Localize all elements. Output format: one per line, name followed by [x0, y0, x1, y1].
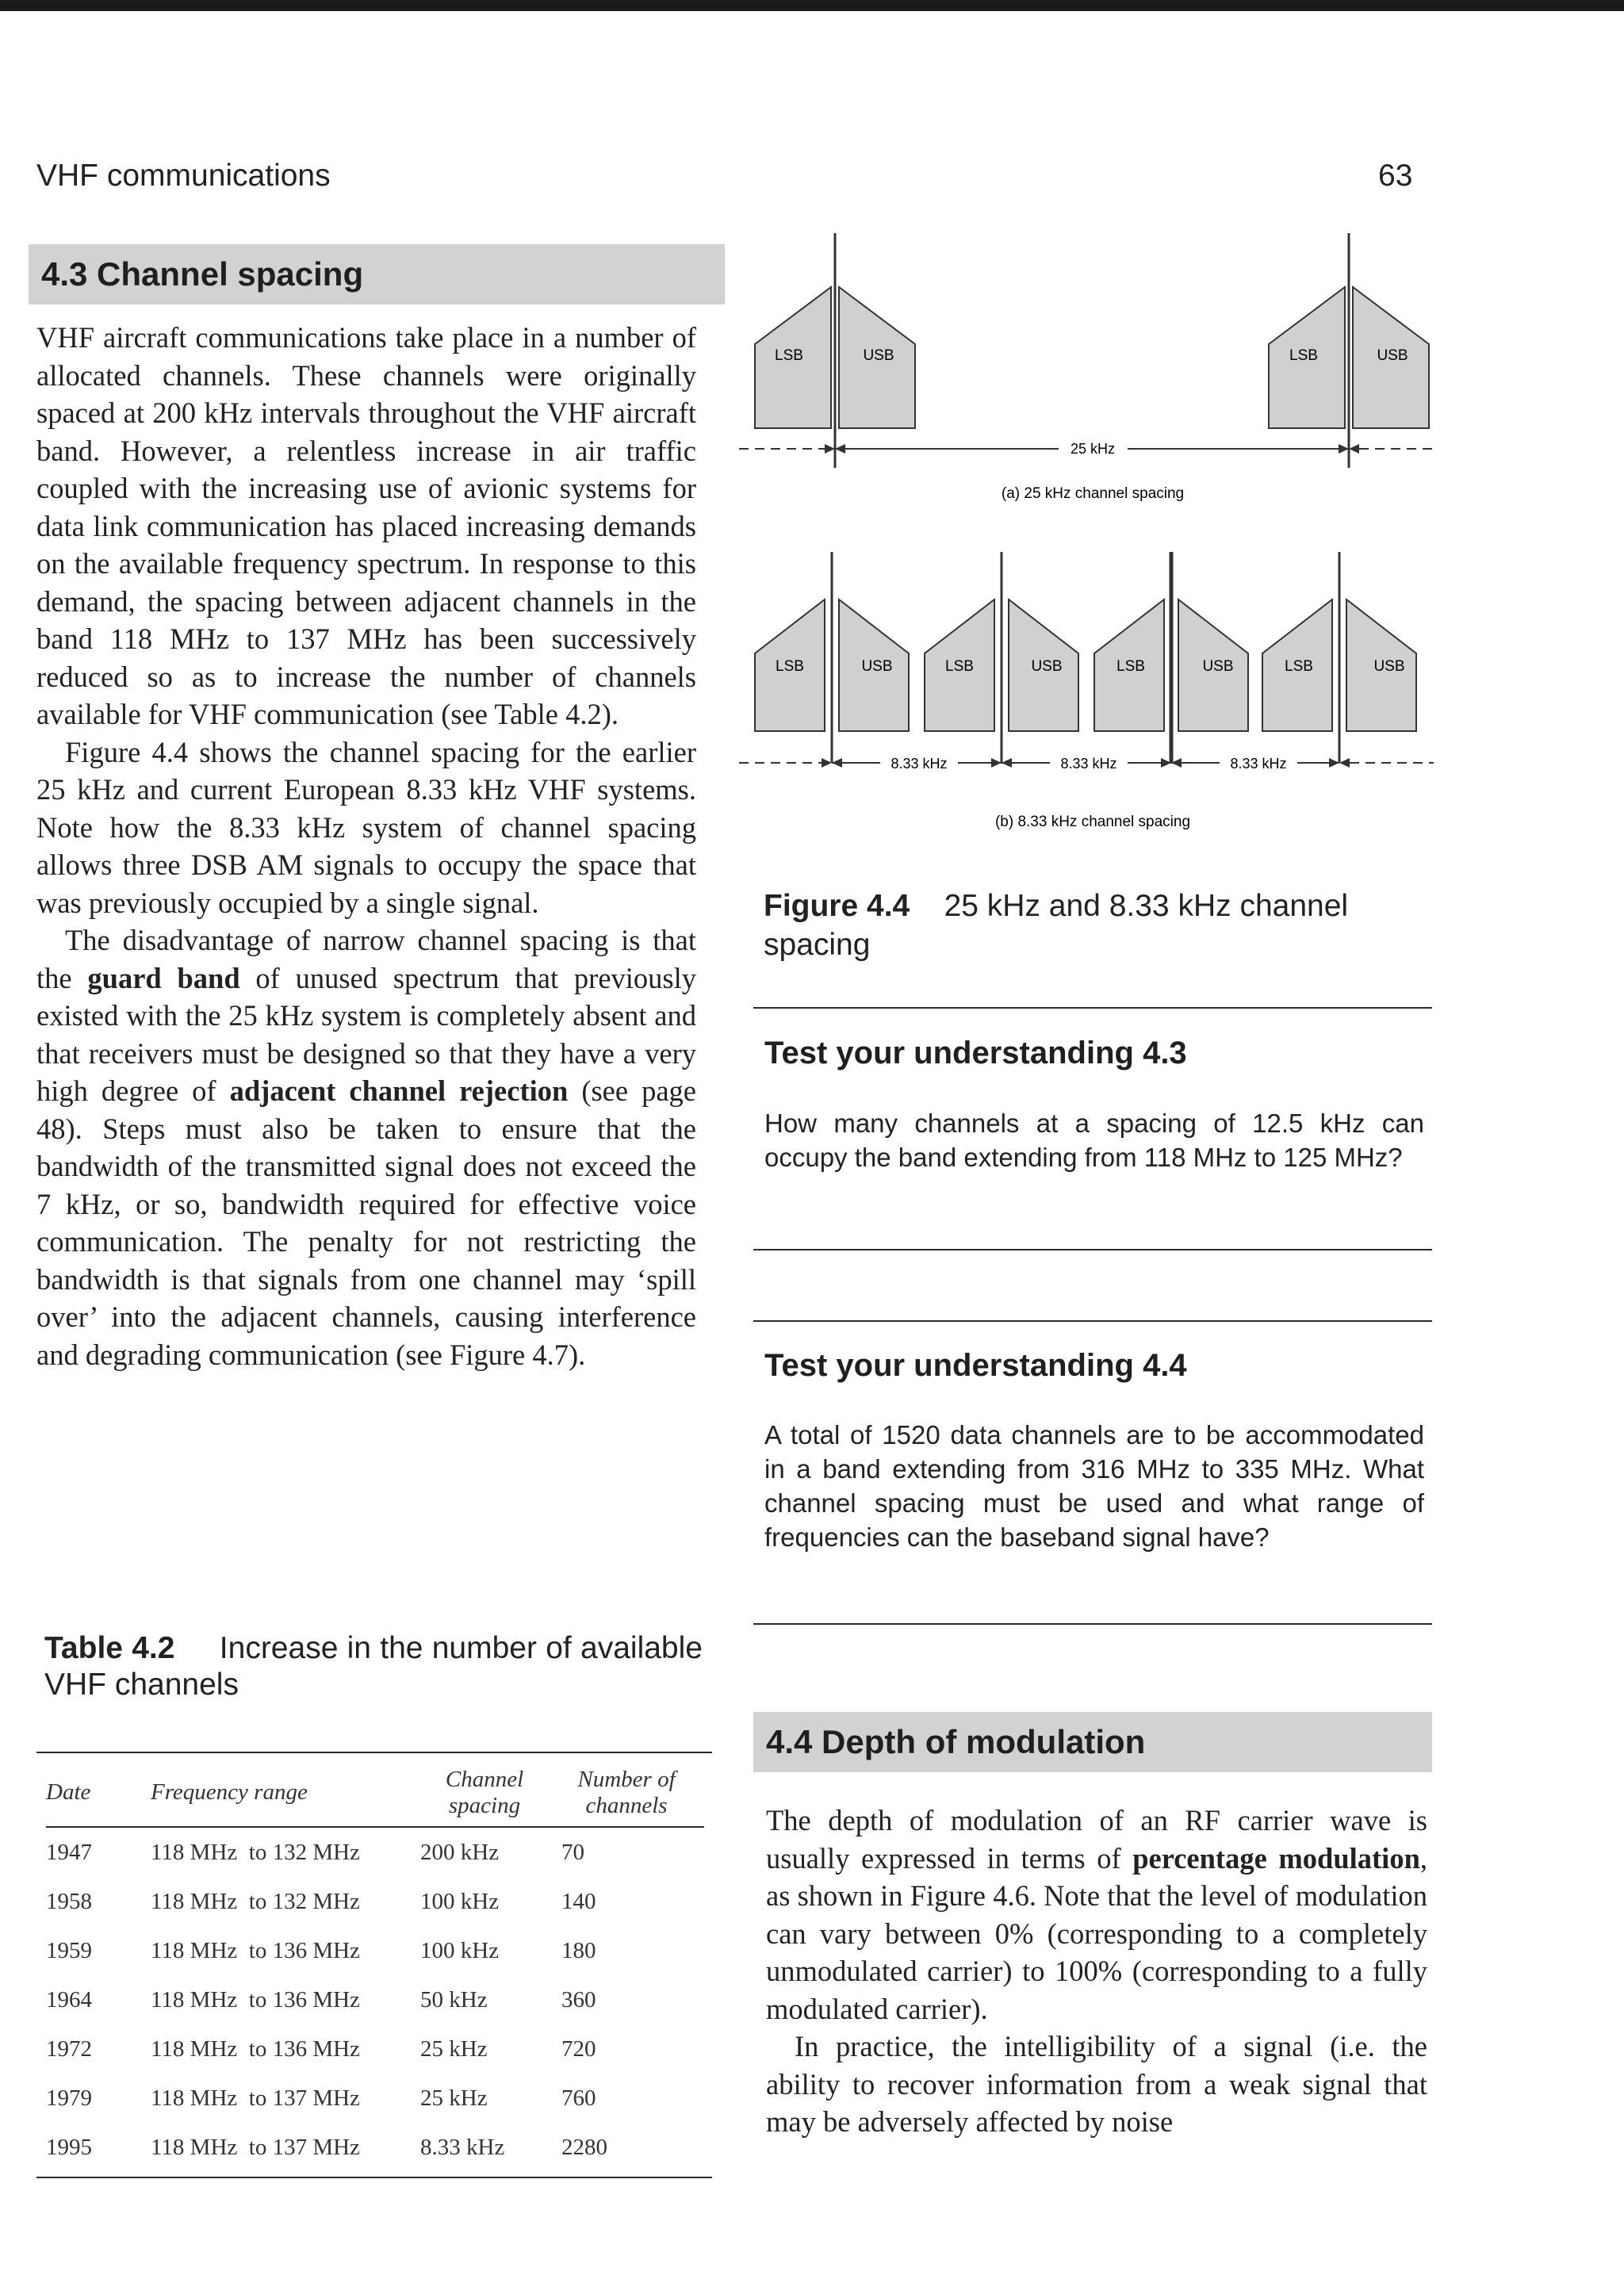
page-top-edge: [0, 0, 1624, 11]
cell-range: 118 MHz to 137 MHz: [151, 2134, 360, 2160]
cell-spacing: 25 kHz: [420, 2035, 488, 2062]
cell-date: 1958: [46, 1888, 92, 1914]
key-term: adjacent channel rejection: [229, 1074, 569, 1107]
section-4-4-body: [766, 1802, 1427, 2141]
table-row: [46, 2074, 704, 2123]
header-line: Number of: [577, 1766, 676, 1792]
table-row: [46, 1877, 704, 1926]
cell-date: 1964: [46, 1986, 92, 2013]
section-4-3-heading: 4.3 Channel spacing: [29, 244, 725, 304]
spacing-label-8-33khz: 8.33 kHz: [1230, 756, 1287, 772]
figure-label: Figure 4.4: [764, 889, 910, 923]
cell-range: 118 MHz to 136 MHz: [151, 1986, 360, 2013]
cell-range: 118 MHz to 136 MHz: [151, 1937, 360, 1963]
key-term: guard band: [87, 961, 240, 994]
text-run: , as shown in Figure 4.6. Note that the level of modulation can vary between 0% (corresponding to a completely unmodulated carrier) to 100% (corresponding to a fully modulated carrier).: [766, 1841, 1427, 2025]
cell-date: 1959: [46, 1937, 92, 1963]
cell-spacing: 50 kHz: [420, 1986, 488, 2013]
col-header-date: Date: [46, 1779, 91, 1805]
table-row: [46, 2024, 704, 2074]
rule: [753, 1249, 1432, 1250]
caption-a: (a) 25 kHz channel spacing: [1001, 485, 1185, 502]
sideband-label-lsb: LSB: [945, 658, 974, 675]
test-4-3-text: How many channels at a spacing of 12.5 kHz can occupy the band extending from 118 MHz to 125 MHz?: [764, 1109, 1424, 1172]
table-caption-text: Increase in the number of available VHF channels: [44, 1631, 703, 1702]
paragraph: In practice, the intelligibility of a signal (i.e. the ability to recover information from a weak signal that may be adversely affected by noise: [766, 2030, 1427, 2138]
sideband-label-usb: USB: [863, 347, 894, 364]
arrow-head: [825, 444, 835, 454]
test-4-3-title: Test your understanding 4.3: [764, 1036, 1187, 1070]
cell-date: 1979: [46, 2085, 92, 2111]
key-term: percentage modulation: [1132, 1841, 1420, 1875]
cell-range: 118 MHz to 132 MHz: [151, 1888, 360, 1914]
figure-caption: [764, 887, 1419, 964]
paragraph: [766, 1802, 1427, 2028]
sideband-label-usb: USB: [1377, 347, 1408, 364]
table-caption: [44, 1630, 703, 1703]
table-row: [46, 1827, 704, 1877]
sideband-label-usb: USB: [1031, 658, 1063, 675]
rule: [753, 1007, 1432, 1009]
diagram-a: [739, 233, 1434, 502]
cell-date: 1995: [46, 2134, 92, 2160]
cell-spacing: 200 kHz: [420, 1839, 500, 1865]
figure-caption-text: 25 kHz and 8.33 kHz channel spacing: [764, 889, 1349, 962]
sideband-label-lsb: LSB: [1285, 658, 1313, 675]
cell-channels: 140: [561, 1888, 596, 1914]
spacing-label-8-33khz: 8.33 kHz: [1060, 756, 1117, 772]
paragraph: [36, 921, 696, 1373]
spacing-label-8-33khz: 8.33 kHz: [891, 756, 948, 772]
diagram-b: [739, 552, 1434, 830]
table-row: [46, 2123, 704, 2172]
cell-channels: 2280: [561, 2134, 607, 2160]
col-header-channel-spacing: [420, 1759, 549, 1827]
channels-table: [46, 1759, 704, 2172]
arrow-head: [1329, 758, 1339, 768]
col-header-frequency-range: Frequency range: [151, 1779, 308, 1805]
cell-channels: 70: [561, 1839, 584, 1865]
caption-b: (b) 8.33 kHz channel spacing: [994, 814, 1191, 830]
arrow-head: [832, 758, 842, 768]
paragraph: Figure 4.4 shows the channel spacing for the earlier 25 kHz and current European 8.33 kHz VHF systems. Note how the 8.33 kHz system of channel spacing allows three DSB AM signals to occupy the space that was previously occupied by a single signal.: [36, 735, 696, 919]
sideband-label-usb: USB: [861, 658, 893, 675]
cell-spacing: 100 kHz: [420, 1888, 500, 1914]
cell-channels: 720: [561, 2035, 596, 2062]
table-bottom-rule: [36, 2177, 712, 2178]
cell-channels: 760: [561, 2085, 596, 2111]
spacing-label-25khz: 25 kHz: [1070, 441, 1116, 457]
cell-range: 118 MHz to 136 MHz: [151, 2035, 360, 2062]
cell-range: 118 MHz to 137 MHz: [151, 2085, 360, 2111]
text-run: of unused spectrum that previously existed with the 25 kHz system is completely absent and that receivers must be designed so that they have a very high degree of: [36, 961, 697, 1107]
arrow-head: [1349, 444, 1359, 454]
header-line: spacing: [448, 1792, 521, 1818]
text-run: The disadvantage of narrow channel spacing is that the: [36, 924, 696, 994]
arrow-head: [835, 444, 845, 454]
header-line: Channel: [445, 1766, 524, 1792]
col-header-number-of-channels: [549, 1759, 704, 1827]
cell-range: 118 MHz to 132 MHz: [151, 1839, 360, 1865]
paragraph: VHF aircraft communications take place in a number of allocated channels. These channels were originally spaced at 200 kHz intervals throughout the VHF aircraft band. However, a relentless increase in air traffic coupled with the increasing use of avionic systems for data link communication has placed increasing demands on the available frequency spectrum. In response to this demand, the spacing between adjacent channels in the band 118 MHz to 137 MHz has been successively reduced so as to increase the number of channels available for VHF communication (see Table 4.2).: [36, 321, 696, 730]
cell-channels: 180: [561, 1937, 596, 1963]
arrow-head: [1002, 758, 1012, 768]
page-number: 63: [1378, 159, 1413, 193]
sideband-label-lsb: LSB: [1116, 658, 1145, 675]
rule: [753, 1320, 1432, 1322]
sideband-label-lsb: LSB: [776, 658, 804, 675]
cell-spacing: 100 kHz: [420, 1937, 500, 1963]
sideband-label-lsb: LSB: [1289, 347, 1318, 364]
sideband-label-usb: USB: [1373, 658, 1405, 675]
table-top-rule: [36, 1752, 712, 1753]
cell-date: 1947: [46, 1839, 92, 1865]
section-4-4-heading: 4.4 Depth of modulation: [753, 1712, 1432, 1772]
arrow-head: [822, 758, 832, 768]
test-4-4-title: Test your understanding 4.4: [764, 1348, 1187, 1383]
table-label: Table 4.2: [44, 1631, 175, 1665]
rule: [753, 1623, 1432, 1625]
cell-spacing: 25 kHz: [420, 2085, 488, 2111]
cell-channels: 360: [561, 1986, 596, 2013]
header-line: channels: [585, 1792, 668, 1818]
section-4-3-body: [36, 319, 696, 1373]
test-4-4-text: A total of 1520 data channels are to be accommodated in a band extending from 316 MHz to 335 MHz. What channel spacing must be used and what range of frequencies can the baseband signal have?: [764, 1420, 1424, 1552]
running-head: VHF communications: [36, 159, 331, 193]
arrow-head: [991, 758, 1002, 768]
sideband-label-lsb: LSB: [775, 347, 803, 364]
arrow-head: [1339, 444, 1349, 454]
table-row: [46, 1926, 704, 1975]
text-run: (see page 48). Steps must also be taken to ensure that the bandwidth of the transmitted signal does not exceed the 7 kHz, or so, bandwidth required for effective voice communication. The penalty for not restricting the bandwidth is that signals from one channel may ‘spill over’ into the adjacent channels, causing interference and degrading communication (see Figure 4.7).: [36, 1074, 696, 1371]
cell-date: 1972: [46, 2035, 92, 2062]
text-run: The depth of modulation of an RF carrier wave is usually expressed in terms of: [766, 1804, 1427, 1875]
sideband-label-usb: USB: [1202, 658, 1234, 675]
cell-spacing: 8.33 kHz: [420, 2134, 505, 2160]
arrow-head: [1339, 758, 1350, 768]
table-row: [46, 1975, 704, 2024]
figure-4-4-diagram: [737, 230, 1435, 848]
